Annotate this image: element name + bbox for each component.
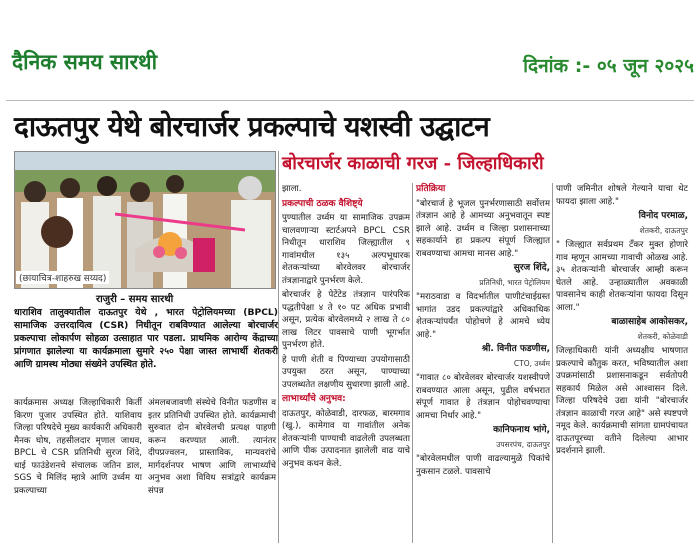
quote-1: "बोरचार्ज हे भूजल पुनर्भरणासाठी सर्वोत्तम तंत्रज्ञान आहे हे आमच्या अनुभवातून स्पष्ट झाले आहे. उर्ध्वम व जिल्हा प्रशासनाच्या सहकार्याने हा प्रकल्प संपूर्ण जिल्ह्यात राबवण्याचा आमचा मानस आहे." [416, 198, 550, 259]
column-divider [278, 151, 279, 543]
quote-1-speaker: सुरज शिंदे, [513, 263, 550, 273]
section-heading-beneficiaries: लाभार्थ्यांचे अनुभव: [282, 394, 346, 404]
column-3-para-5: दाऊतपुर, कोळेवाडी, दारफळ, बारमगाव (खु.), कामेगाव या गावांतील अनेक शेतकऱ्यांनी पाण्याची वाढलेली उपलब्धता आणि पीक उत्पादनात झालेली वाढ याचे अनुभव कथन केले. [282, 408, 410, 469]
quote-2: "मराठवाडा व विदर्भातील पाणीटंचाईग्रस्त भागांत उडद प्रकल्पांद्वारे अधिकाधिक शेतकऱ्यांपर्यंत पोहोचणे हे आमचे ध्येय आहे." [416, 292, 550, 340]
quote-3: "गावात ८० बोरवेलवर बोरचार्जर यशस्वीपणे राबवण्यात आला असून, पुढील वर्षभरात संपूर्ण गावात हे तंत्रज्ञान पोहोचवण्याचा आमचा निर्धार आहे." [416, 373, 550, 421]
masthead-date: दिनांक :- ०५ जून २०२५ [523, 55, 694, 77]
masthead-paper-name: दैनिक समय सारथी [12, 50, 158, 74]
quote-3-speaker-role: उपसरपंच, दाऊतपुर [496, 439, 550, 449]
column-divider [412, 183, 413, 543]
article-column-3 [282, 183, 410, 472]
column-2-text: अंमलबजावणी संस्थेचे विनीत फडणीस व इतर प्रतिनिधी उपस्थित होते. कार्यक्रमाची सुरुवात दोन बोरवेलची प्रत्यक्ष पाहणी करून करण्यात आली. त्यानंतर दीपप्रज्वलन, प्रास्ताविक, मान्यवरांचे मार्गदर्शनपर भाषण आणि लाभार्थ्यांचे अनुभव अशा विविध सत्रांद्वारे कार्यक्रम संपन्न [148, 398, 276, 496]
newspaper-clipping [6, 100, 694, 546]
section-heading-features: प्रकल्पाची ठळक वैशिष्ट्ये [282, 198, 363, 209]
column-5-closing-para: जिल्हाधिकारी यांनी अध्यक्षीय भाषणात प्रकल्पाचे कौतुक करत, भविष्यातील अशा उपक्रमांसाठी प्रशासनाकडून सर्वतोपरी सहकार्य मिळेल असे आश्वासन दिले. जिल्हा परिषदेचे उद्या यांनी "बोरचार्जर तंत्रज्ञान काळाची गरज आहे" असे स्पष्टपणे नमूद केले. कार्यक्रमाची सांगता ग्रामपंचायत दाऊतपूरच्या वतीने दिलेल्या आभार प्रदर्शनाने झाली. [556, 346, 688, 456]
event-photo-illustration [15, 152, 276, 289]
quote-5-speaker-role: शेतकरी, कोळेवाडी [637, 331, 688, 341]
quote-4-speaker-role: शेतकरी, दाऊतपुर [639, 225, 688, 235]
column-3-para-3: बोरचार्जर हे पेटेंटेड तंत्रज्ञान पारंपरिक पद्धतीपेक्षा ४ ते १० पट अधिक प्रभावी असून, प्रत्येक बोरवेलमध्ये २ लाख ते ८० लाख लिटर पावसाचे पाणी भूगर्भात पुनर्भरण होते. [282, 290, 410, 350]
quote-4-end: पाणी जमिनीत शोषले गेल्याने याचा थेट फायदा झाला आहे." [556, 184, 688, 207]
photo-caption: (छायाचित्र-शाहरुख सय्यद) [16, 271, 109, 284]
quote-1-speaker-role: प्रतिनिधी, भारत पेट्रोलियम [479, 277, 550, 287]
article-subheadline: बोरचार्जर काळाची गरज - जिल्हाधिकारी [282, 153, 544, 174]
quote-5-speaker: बाळासाहेब आकोसकर, [611, 317, 688, 327]
article-byline: राजुरी – समय सारथी [96, 294, 174, 305]
article-column-1 [14, 397, 142, 499]
article-column-5 [556, 183, 688, 460]
quote-4-start: "बोरवेलमधील पाणी वाढल्यामुळे पिकांचे नुकसान टळले. पावसाचे [416, 454, 550, 477]
article-lead-paragraph: धाराशिव तालुक्यातील दाऊतपुर येथे , भारत पेट्रोलियमच्या (BPCL) सामाजिक उत्तरदायित्व (CSR) निधीतून राबविण्यात आलेल्या बोरचार्जर प्रकल्पाचा लोकार्पण सोहळा उत्साहात पार पडला. प्राथमिक आरोग्य केंद्राच्या प्रांगणात झालेल्या या कार्यक्रमाला सुमारे २५० पेक्षा जास्त लाभार्थी शेतकरी आणि ग्रामस्थ मोठ्या संख्येने उपस्थित होते. [14, 307, 278, 370]
article-headline: दाऊतपुर येथे बोरचार्जर प्रकल्पाचे यशस्वी उद्घाटन [14, 110, 490, 143]
article-column-4 [416, 183, 550, 480]
column-divider [552, 183, 553, 543]
quote-2-speaker-role: CTO, उर्ध्वम [513, 358, 550, 368]
column-1-text: कार्यक्रमास अध्यक्ष जिल्हाधिकारी किर्ती किरण पुजार उपस्थित होते. याशिवाय जिल्हा परिषदेचे मुख्य कार्यकारी अधिकारी मैनक घोष, तहसीलदार मृणाल जाधव, BPCL चे CSR प्रतिनिधी सुरज शिंदे, धाई फाउंडेशनचे संचालक जतिन डाल, SGS चे मिलिंद म्हात्रे आणि उर्ध्वम या प्रकल्पाच्या [14, 398, 142, 496]
column-3-para-1: झाला. [282, 184, 302, 194]
quote-5: " जिल्ह्यात सर्वप्रथम टँकर मुक्त होणारे गाव म्हणून आमच्या गावाची ओळख आहे. ३५ शेतकऱ्यांनी बोरचार्जर आम्ही करून घेतले आहे. उन्हाळ्यातील अवकाळी पावसानेच काही शेतकऱ्यांना फायदा दिसून आला." [556, 240, 688, 313]
column-3-para-2: पुण्यातील उर्ध्वम या सामाजिक उपक्रम चालवणाऱ्या स्टार्टअपने BPCL CSR निधीतून धाराशिव जिल्ह्यातील ९ गावांमधील १३५ अल्पभूधारक शेतकऱ्यांच्या बोरवेलवर बोरचार्जर तंत्रज्ञानाद्वारे पुनर्भरण केले. [282, 213, 410, 286]
section-heading-reactions: प्रतिक्रिया [416, 184, 446, 194]
quote-2-speaker: श्री. विनीत फडणीस, [481, 344, 550, 354]
column-3-para-4: हे पाणी शेती व पिण्याच्या उपयोगासाठी उपयुक्त ठरत असून, पाण्याच्या उपलब्धतेत लक्षणीय सुधारणा झाली आहे. [282, 354, 410, 390]
quote-3-speaker: कानिफनाथ भांगे, [493, 425, 550, 435]
event-photo [14, 151, 276, 289]
article-column-2 [148, 397, 276, 499]
quote-4-speaker: विनोद परमाळ, [638, 211, 688, 221]
